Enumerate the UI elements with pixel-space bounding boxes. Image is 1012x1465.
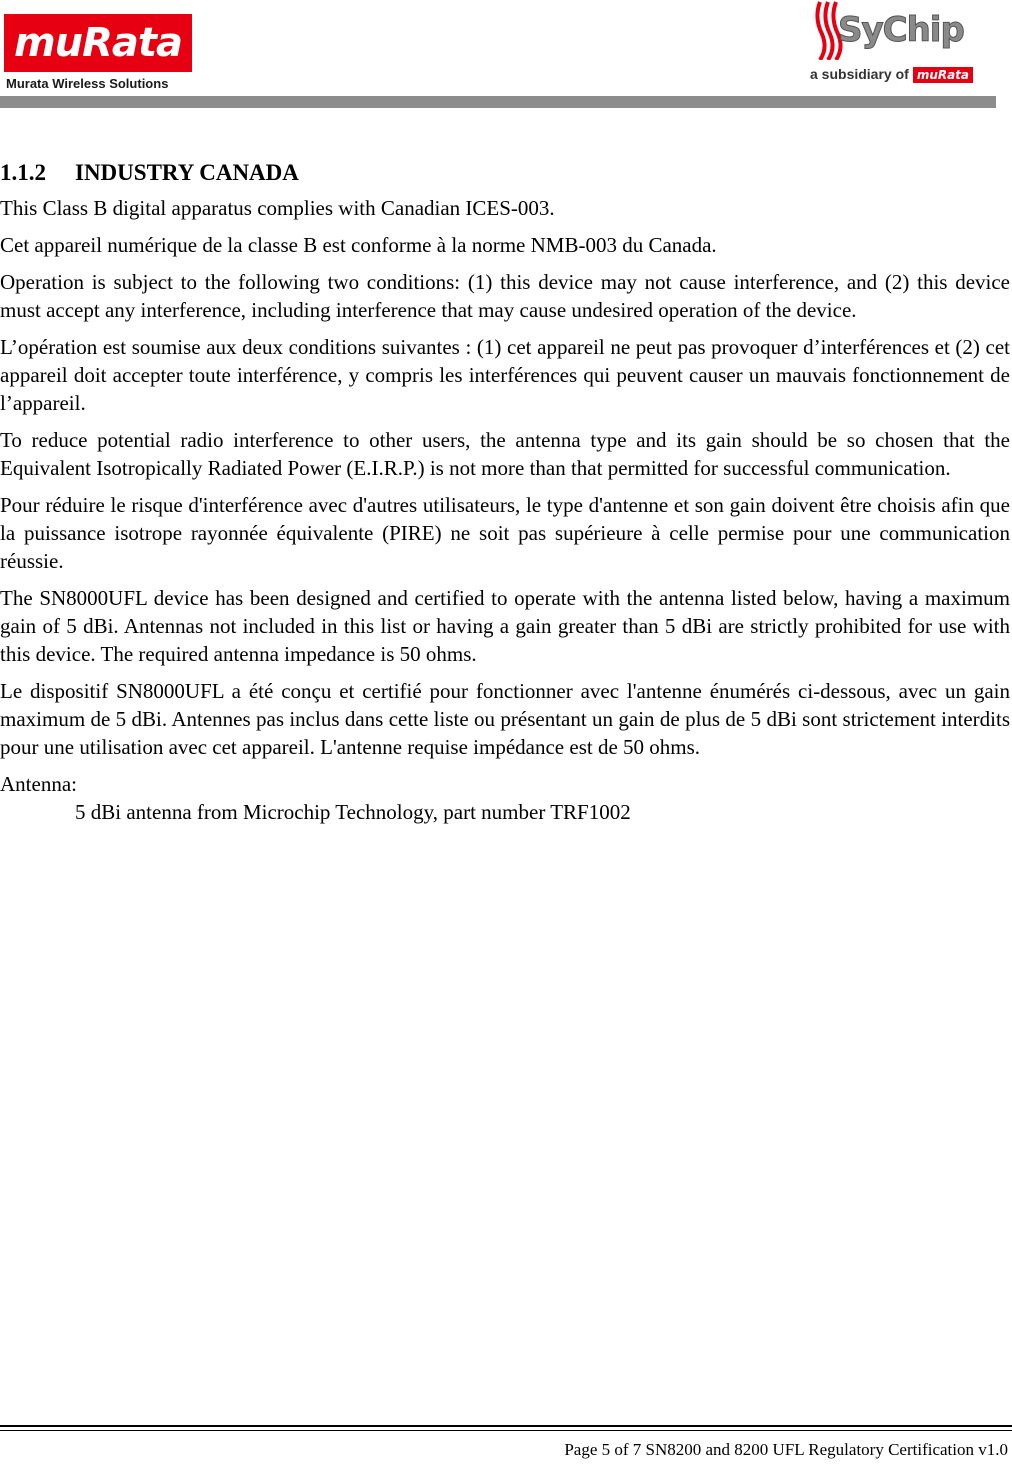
paragraph-eirp-en: To reduce potential radio interference to other users, the antenna type and its gain should be so chosen that the Equivalent Isotropically Radiated Power (E.I.R.P.) is not more than that permitted for successful communication. [0,428,1010,480]
murata-logo-wordmark: muRata [4,14,192,72]
paragraph-eirp-fr: Pour réduire le risque d'interférence avec d'autres utilisateurs, le type d'antenne et son gain doivent être choisis afin que la puissance isotrope rayonnée équivalente (PIRE) ne soit pas supérieure à celle permise pour une communication réussie. [0,493,1010,573]
footer-rule-thick [0,1425,1012,1427]
header-divider-bar [0,96,996,108]
murata-logo-subtitle: Murata Wireless Solutions [6,76,169,91]
sychip-wordmark: SyChip [838,10,964,50]
paragraph-antenna-en: The SN8000UFL device has been designed and certified to operate with the antenna listed below, having a maximum gain of 5 dBi. Antennas not included in this list or having a gain greater than 5 dBi are strictly prohibited for use with this device. The required antenna impedance is 50 ohms. [0,586,1010,666]
murata-logo [4,14,194,94]
paragraph-conditions-en: Operation is subject to the following two conditions: (1) this device may not cause interference, and (2) this device must accept any interference, including interference that may cause undesired operation of the device. [0,270,1010,322]
sychip-subtitle [810,66,973,83]
paragraph-antenna-fr: Le dispositif SN8000UFL a été conçu et certifié pour fonctionner avec l'antenne énumérés ci-dessous, avec un gain maximum de 5 dBi. Antennes pas inclus dans cette liste ou présentant un gain de plus de 5 dBi sont strictement interdits pour une utilisation avec cet appareil. L'antenne requise impédance est de 50 ohms. [0,679,1010,759]
sychip-parent-logo: muRata [913,67,973,83]
paragraph-ices: This Class B digital apparatus complies with Canadian ICES-003. [0,196,555,220]
section-heading [0,160,1010,186]
footer-rule-thin [0,1430,1012,1431]
document-body [0,160,1010,835]
section-title: INDUSTRY CANADA [75,160,299,185]
footer-page-info: Page 5 of 7 SN8200 and 8200 UFL Regulatory Certification v1.0 [564,1440,1008,1459]
paragraph-nmb: Cet appareil numérique de la classe B est conforme à la norme NMB-003 du Canada. [0,233,717,257]
section-number: 1.1.2 [0,160,46,185]
sychip-subtitle-text: a subsidiary of [810,66,909,82]
antenna-item: 5 dBi antenna from Microchip Technology, part number TRF1002 [75,800,631,824]
sychip-logo [810,0,1000,90]
antenna-label: Antenna: [0,772,77,796]
paragraph-conditions-fr: L’opération est soumise aux deux conditions suivantes : (1) cet appareil ne peut pas provoquer d’interférences et (2) cet appareil doit accepter toute interférence, y compris les interférences qui peuvent causer un mauvais fonctionnement de l’appareil. [0,335,1010,415]
